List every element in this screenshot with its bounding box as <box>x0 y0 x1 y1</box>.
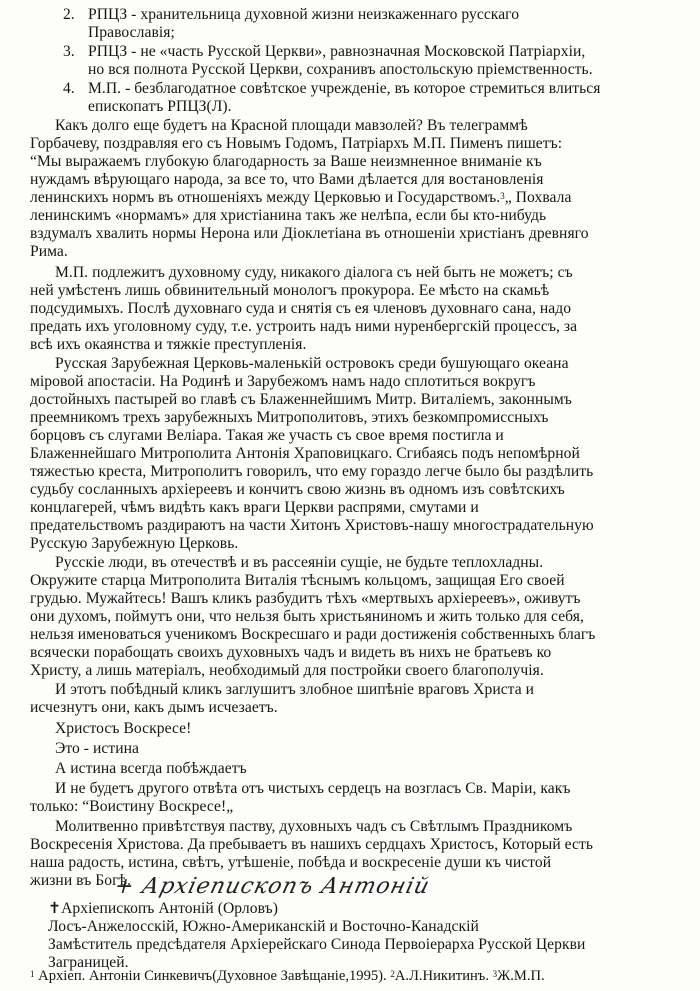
text-line: всячески порабощать своихъ духовныхъ чадъ и видеть въ нихъ не братьевъ ко <box>30 644 552 661</box>
text-line: Христу, а лишь матеріалъ, необходимый для постройки своего благополучія. <box>30 662 544 679</box>
text-line <box>30 189 571 207</box>
text-line: Русскіе люди, въ отечествѣ и въ рассеяніи сущіе, не будьте теплохладны. <box>55 554 544 571</box>
list-line: РПЦЗ - хранительница духовной жизни неизкаженнаго русскаго <box>88 6 520 23</box>
signature-line: Замѣститель предсѣдателя Архіерейскаго Синода Первоіерарха Русской Церкви <box>48 936 586 953</box>
footnote-ref: 3 <box>500 191 505 201</box>
text-line: они духомъ, поймутъ они, что нельзя быть христьяниномъ и жить только для себя, <box>30 608 584 625</box>
text-line: преемникомъ трехъ зарубежныхъ Митрополитовъ, этихъ безкомпромиссныхъ <box>30 409 549 426</box>
text-line: И этотъ побѣдный кликъ заглушитъ злобное шипѣніе враговъ Христа и <box>55 681 535 698</box>
text-line: грудью. Мужайтесь! Вашъ кликъ разбудитъ тѣхъ «мертвыхъ архіереевъ», оживутъ <box>30 590 581 607</box>
footnote-text: Архіеп. Антоніи Синкевичъ(Духовное Завѣщаніе,1995). <box>34 968 391 984</box>
list-line: но вся полнота Русской Церкви, сохранивъ апостольскую пріемственность. <box>88 61 593 78</box>
text-line: Русскую Зарубежную Церковь. <box>30 535 239 552</box>
list-line: Православія; <box>88 24 175 41</box>
text-line: Рима. <box>30 243 68 260</box>
text-line: нельзя именоваться ученикомъ Воскресшаго и ради достиженія собственныхъ благъ <box>30 626 596 643</box>
text-line: міровой апостасіи. На Родинѣ и Зарубежомъ намъ надо сплотиться вокругъ <box>30 373 536 390</box>
list-line: РПЦЗ - не «часть Русской Церкви», равнозначная Московской Патріархіи, <box>88 43 586 60</box>
text-line: И не будетъ другого отвѣта отъ чистыхъ сердецъ на возгласъ Св. Маріи, какъ <box>55 780 571 797</box>
text-line: Христосъ Воскресе! <box>55 720 192 737</box>
text-fragment: ленинскихъ нормъ въ отношеніяхъ между Церковью и Государствомъ. <box>30 189 501 206</box>
text-line: предательствомъ раздираютъ на части Хитонъ Христовъ-нашу многострадательную <box>30 517 594 534</box>
text-line: предать ихъ уголовному суду, т.е. устроить надъ ними нуренбергскій процессъ, за <box>30 318 578 335</box>
handwritten-signature: + Архіепископъ Антоній <box>111 874 433 899</box>
footnote-text: А.Л.Никитинъ. <box>394 968 493 984</box>
text-line: судьбу сосланныхъ архіереевъ и кончитъ свою жизнь въ одномъ изъ совѣтскихъ <box>30 481 565 498</box>
text-line: ней умѣстенъ лишь обвинительный монологъ прокурора. Ее мѣсто на скамьѣ <box>30 282 550 299</box>
text-line: А истина всегда побѣждаетъ <box>55 760 247 777</box>
text-line: Какъ долго еще будетъ на Красной площади мавзолей? Въ телеграммѣ <box>55 117 528 134</box>
text-line: Молитвенно привѣтствуя паству, духовныхъ чадъ съ Свѣтлымъ Праздникомъ <box>55 818 573 835</box>
text-line: концлагерей, чѣмъ видѣть какъ враги Церкви распрями, смутами и <box>30 499 479 516</box>
text-line: “Мы выражаемъ глубокую благодарность за Ваше неизмненное вниманіе къ <box>30 153 542 170</box>
text-line: всѣ ихъ окаянства и тяжкіе преступленія. <box>30 336 307 353</box>
footnote-number: 2 <box>390 969 395 979</box>
text-line: тяжестью креста, Митрополитъ говорилъ, что ему гораздо легче было бы раздѣлить <box>30 463 594 480</box>
text-line: М.П. подлежитъ духовному суду, никакого діалога съ ней быть не можетъ; съ <box>55 264 573 281</box>
text-line: только: “Воистину Воскресе!„ <box>30 798 234 815</box>
text-line: нуждамъ вѣрующаго народа, за все то, что Вами дѣлается для востановленія <box>30 171 544 188</box>
signature-line: Заграницей. <box>48 954 129 971</box>
text-line: подсудимыхъ. Послѣ духовнаго суда и снятія съ ея членовъ духовнаго сана, надо <box>30 300 572 317</box>
text-line: исчезнутъ они, какъ дымъ исчезаетъ. <box>30 699 278 716</box>
footnotes <box>30 967 545 985</box>
text-fragment: „ Похвала <box>504 189 572 206</box>
text-line: Горбачеву, поздравляя его съ Новымъ Годомъ, Патріархъ М.П. Пименъ пишетъ: <box>30 135 563 152</box>
text-line: Окружите старца Митрополита Виталія тѣснымъ кольцомъ, защищая Его своей <box>30 572 565 589</box>
text-line: достойныхъ пастырей во главѣ съ Блаженнейшимъ Митр. Виталіемъ, законнымъ <box>30 391 572 408</box>
text-line: Блаженнейшаго Митрополита Антонія Храповицкаго. Сгибаясь подъ непомѣрной <box>30 445 580 462</box>
text-line: наша радость, истина, свѣтъ, утѣшеніе, побѣда и воскресеніе души къ чистой <box>30 854 552 871</box>
text-line: Воскресенія Христова. Да пребываетъ въ нашихъ сердцахъ Христосъ, Который есть <box>30 836 594 853</box>
text-line: вздумалъ хвалить нормы Нерона или Діоклетіана въ отношеніи христіанъ древняго <box>30 225 589 242</box>
text-line: борцовъ съ слугами Веліара. Такая же участь съ свое время постигла и <box>30 427 504 444</box>
list-line: М.П. - безблагодатное совѣтское учрежденіе, въ которое стремиться влиться <box>88 80 601 97</box>
list-line: епископатъ РПЦЗ(Л). <box>88 98 232 115</box>
signature-line: Лосъ-Анжелосскій, Южно-Американскій и Восточно-Канадскій <box>48 918 479 935</box>
text-line: Это - истина <box>55 740 139 757</box>
footnote-number: 3 <box>492 969 498 979</box>
signature-line: ✝Архіепископъ Антоній (Орловъ) <box>48 900 278 917</box>
footnote-text: Ж.М.П. <box>497 968 545 984</box>
text-line: жизни въ Богѣ. <box>30 872 132 889</box>
list-number: 4. <box>63 80 75 97</box>
list-number: 3. <box>63 43 75 60</box>
text-line: ленинскимъ «нормамъ» для христіанина такъ же нелѣпа, если бы кто-нибудь <box>30 207 547 224</box>
text-line: Русская Зарубежная Церковь-маленькій островокъ среди бушующаго океана <box>55 355 569 372</box>
footnote-number: 1 <box>30 969 35 979</box>
list-number: 2. <box>63 6 75 23</box>
